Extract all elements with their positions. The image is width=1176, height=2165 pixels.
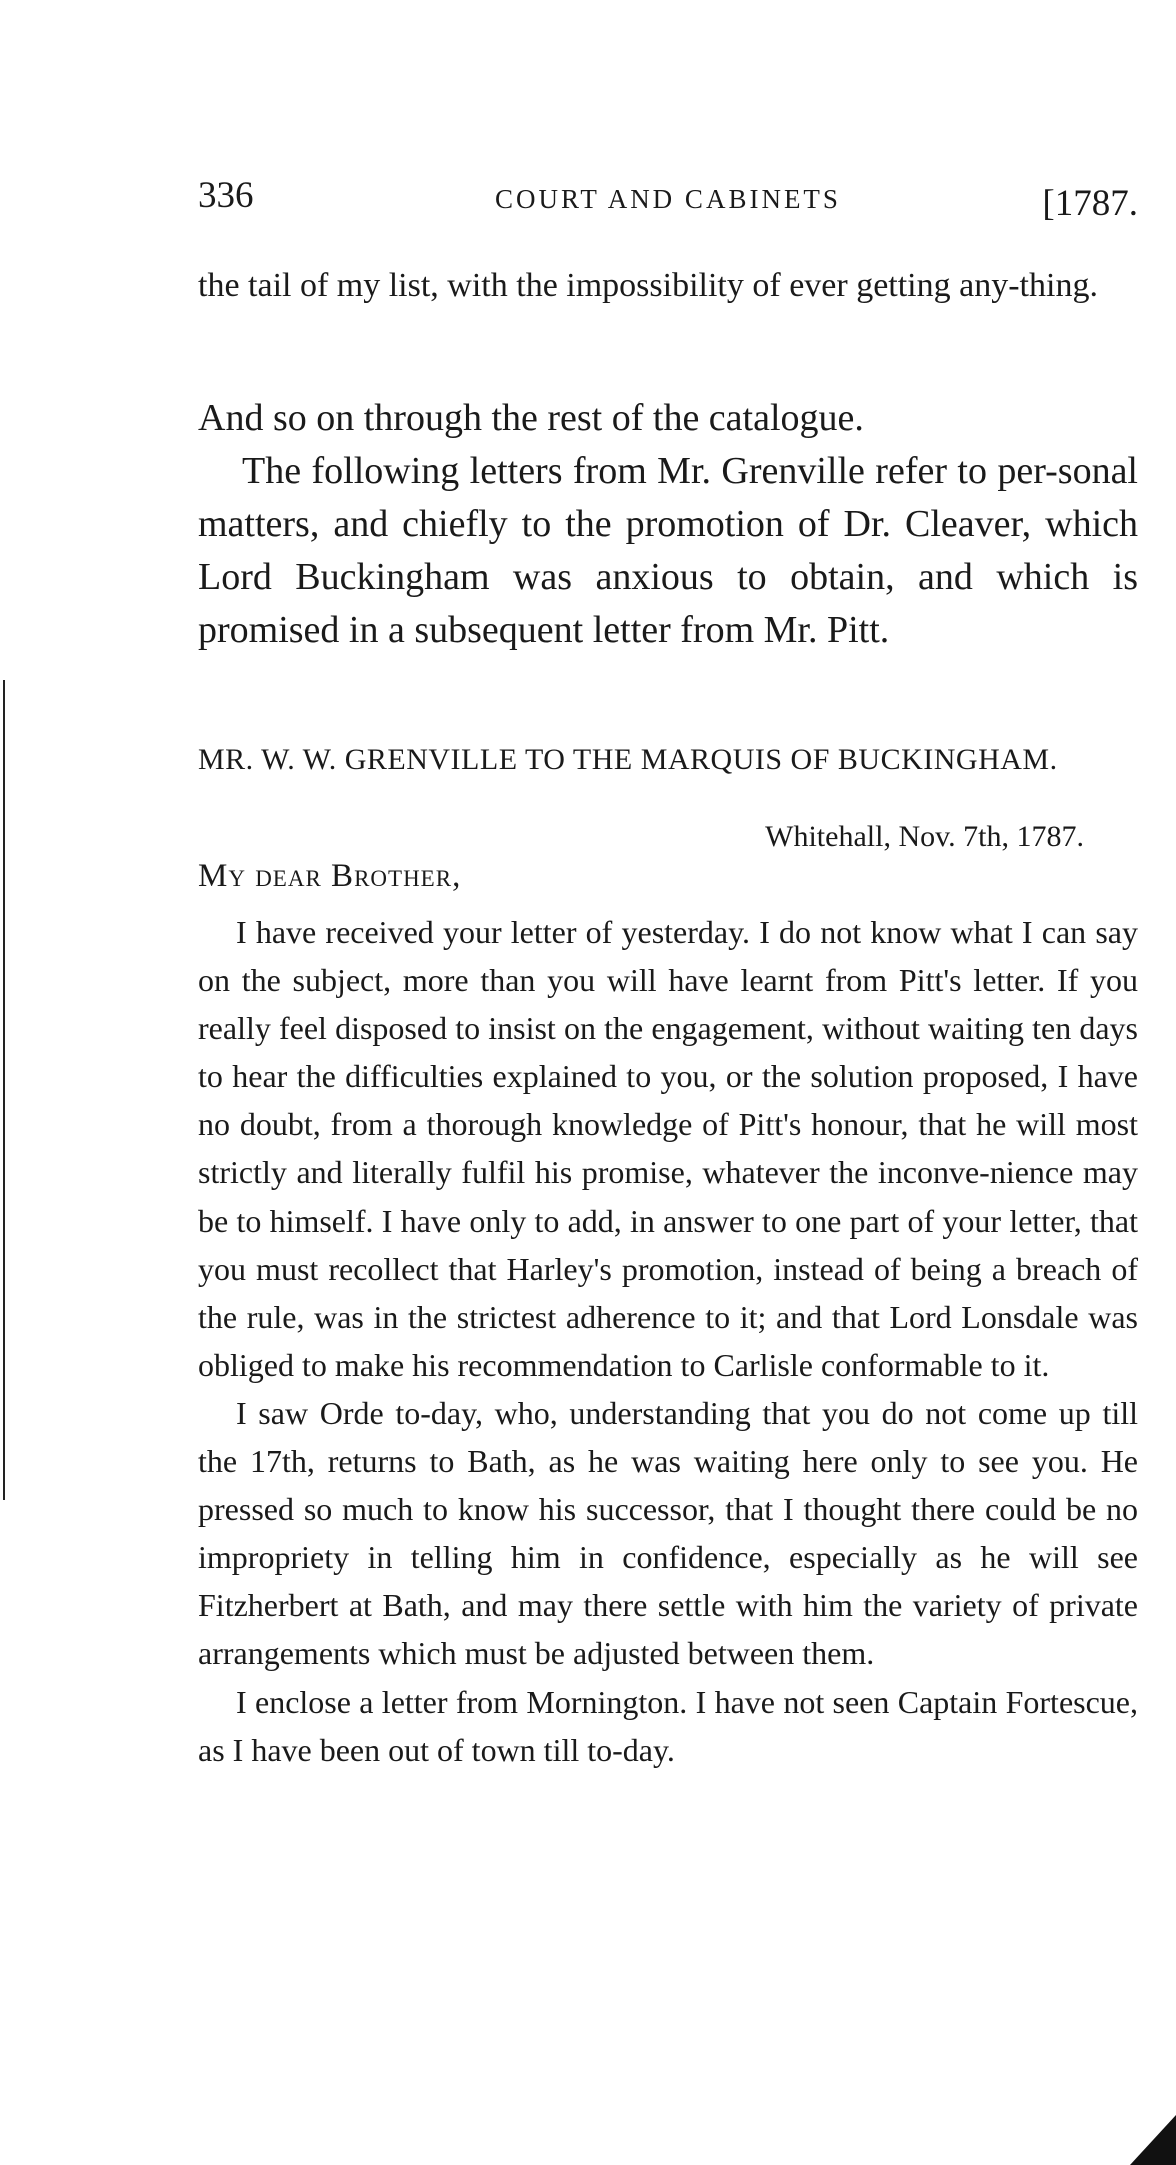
narrative-paragraph: The following letters from Mr. Grenville refer to per-sonal matters, and chiefly to the promotion of Dr. Cleaver, which Lord Buckingham was anxious to obtain, and which is promised in a subsequent letter from Mr. Pitt.: [198, 450, 1138, 651]
letter-paragraph: I enclose a letter from Mornington. I have not seen Captain Fortescue, as I have been out of town till to-day.: [198, 1683, 1138, 1768]
continuation-paragraph: the tail of my list, with the impossibility of ever getting any-thing.: [198, 267, 1098, 304]
letter-heading: MR. W. W. GRENVILLE TO THE MARQUIS OF BUCKINGHAM.: [198, 743, 1058, 776]
narrative-section: [198, 392, 1138, 657]
page-corner-mark: [1130, 2115, 1176, 2165]
letter-paragraph: I have received your letter of yesterday. I do not know what I can say on the subject, more than you will have learnt from Pitt's letter. If you really feel disposed to insist on the engagement, without waiting ten days to hear the difficulties explained to you, or the solution proposed, I have no doubt, from a thorough knowledge of Pitt's honour, that he will most strictly and literally fulfil his promise, whatever the inconve-nience may be to himself. I have only to add, in answer to one part of your letter, that you must recollect that Harley's promotion, instead of being a breach of the rule, was in the strictest adherence to it; and that Lord Lonsdale was obliged to make his recommendation to Carlisle conformable to it.: [198, 914, 1138, 1383]
letter-dateline: Whitehall, Nov. 7th, 1787.: [765, 820, 1084, 853]
running-head: [198, 168, 1138, 228]
letter-salutation: My dear Brother,: [198, 858, 462, 894]
running-year: [1787.: [1042, 183, 1138, 224]
letter-paragraph: I saw Orde to-day, who, understanding that you do not come up till the 17th, returns to Bath, as he was waiting here only to see you. He pressed so much to know his successor, that I thought there could be no impropriety in telling him in confidence, especially as he will see Fitzherbert at Bath, and may there settle with him the variety of private arrangements which must be adjusted between them.: [198, 1394, 1138, 1672]
letter-body: [198, 908, 1138, 1774]
page-number: 336: [198, 175, 254, 216]
running-title: COURT AND CABINETS: [495, 184, 841, 214]
narrative-paragraph: And so on through the rest of the catalogue.: [198, 397, 864, 439]
scan-edge-line: [3, 680, 5, 1500]
